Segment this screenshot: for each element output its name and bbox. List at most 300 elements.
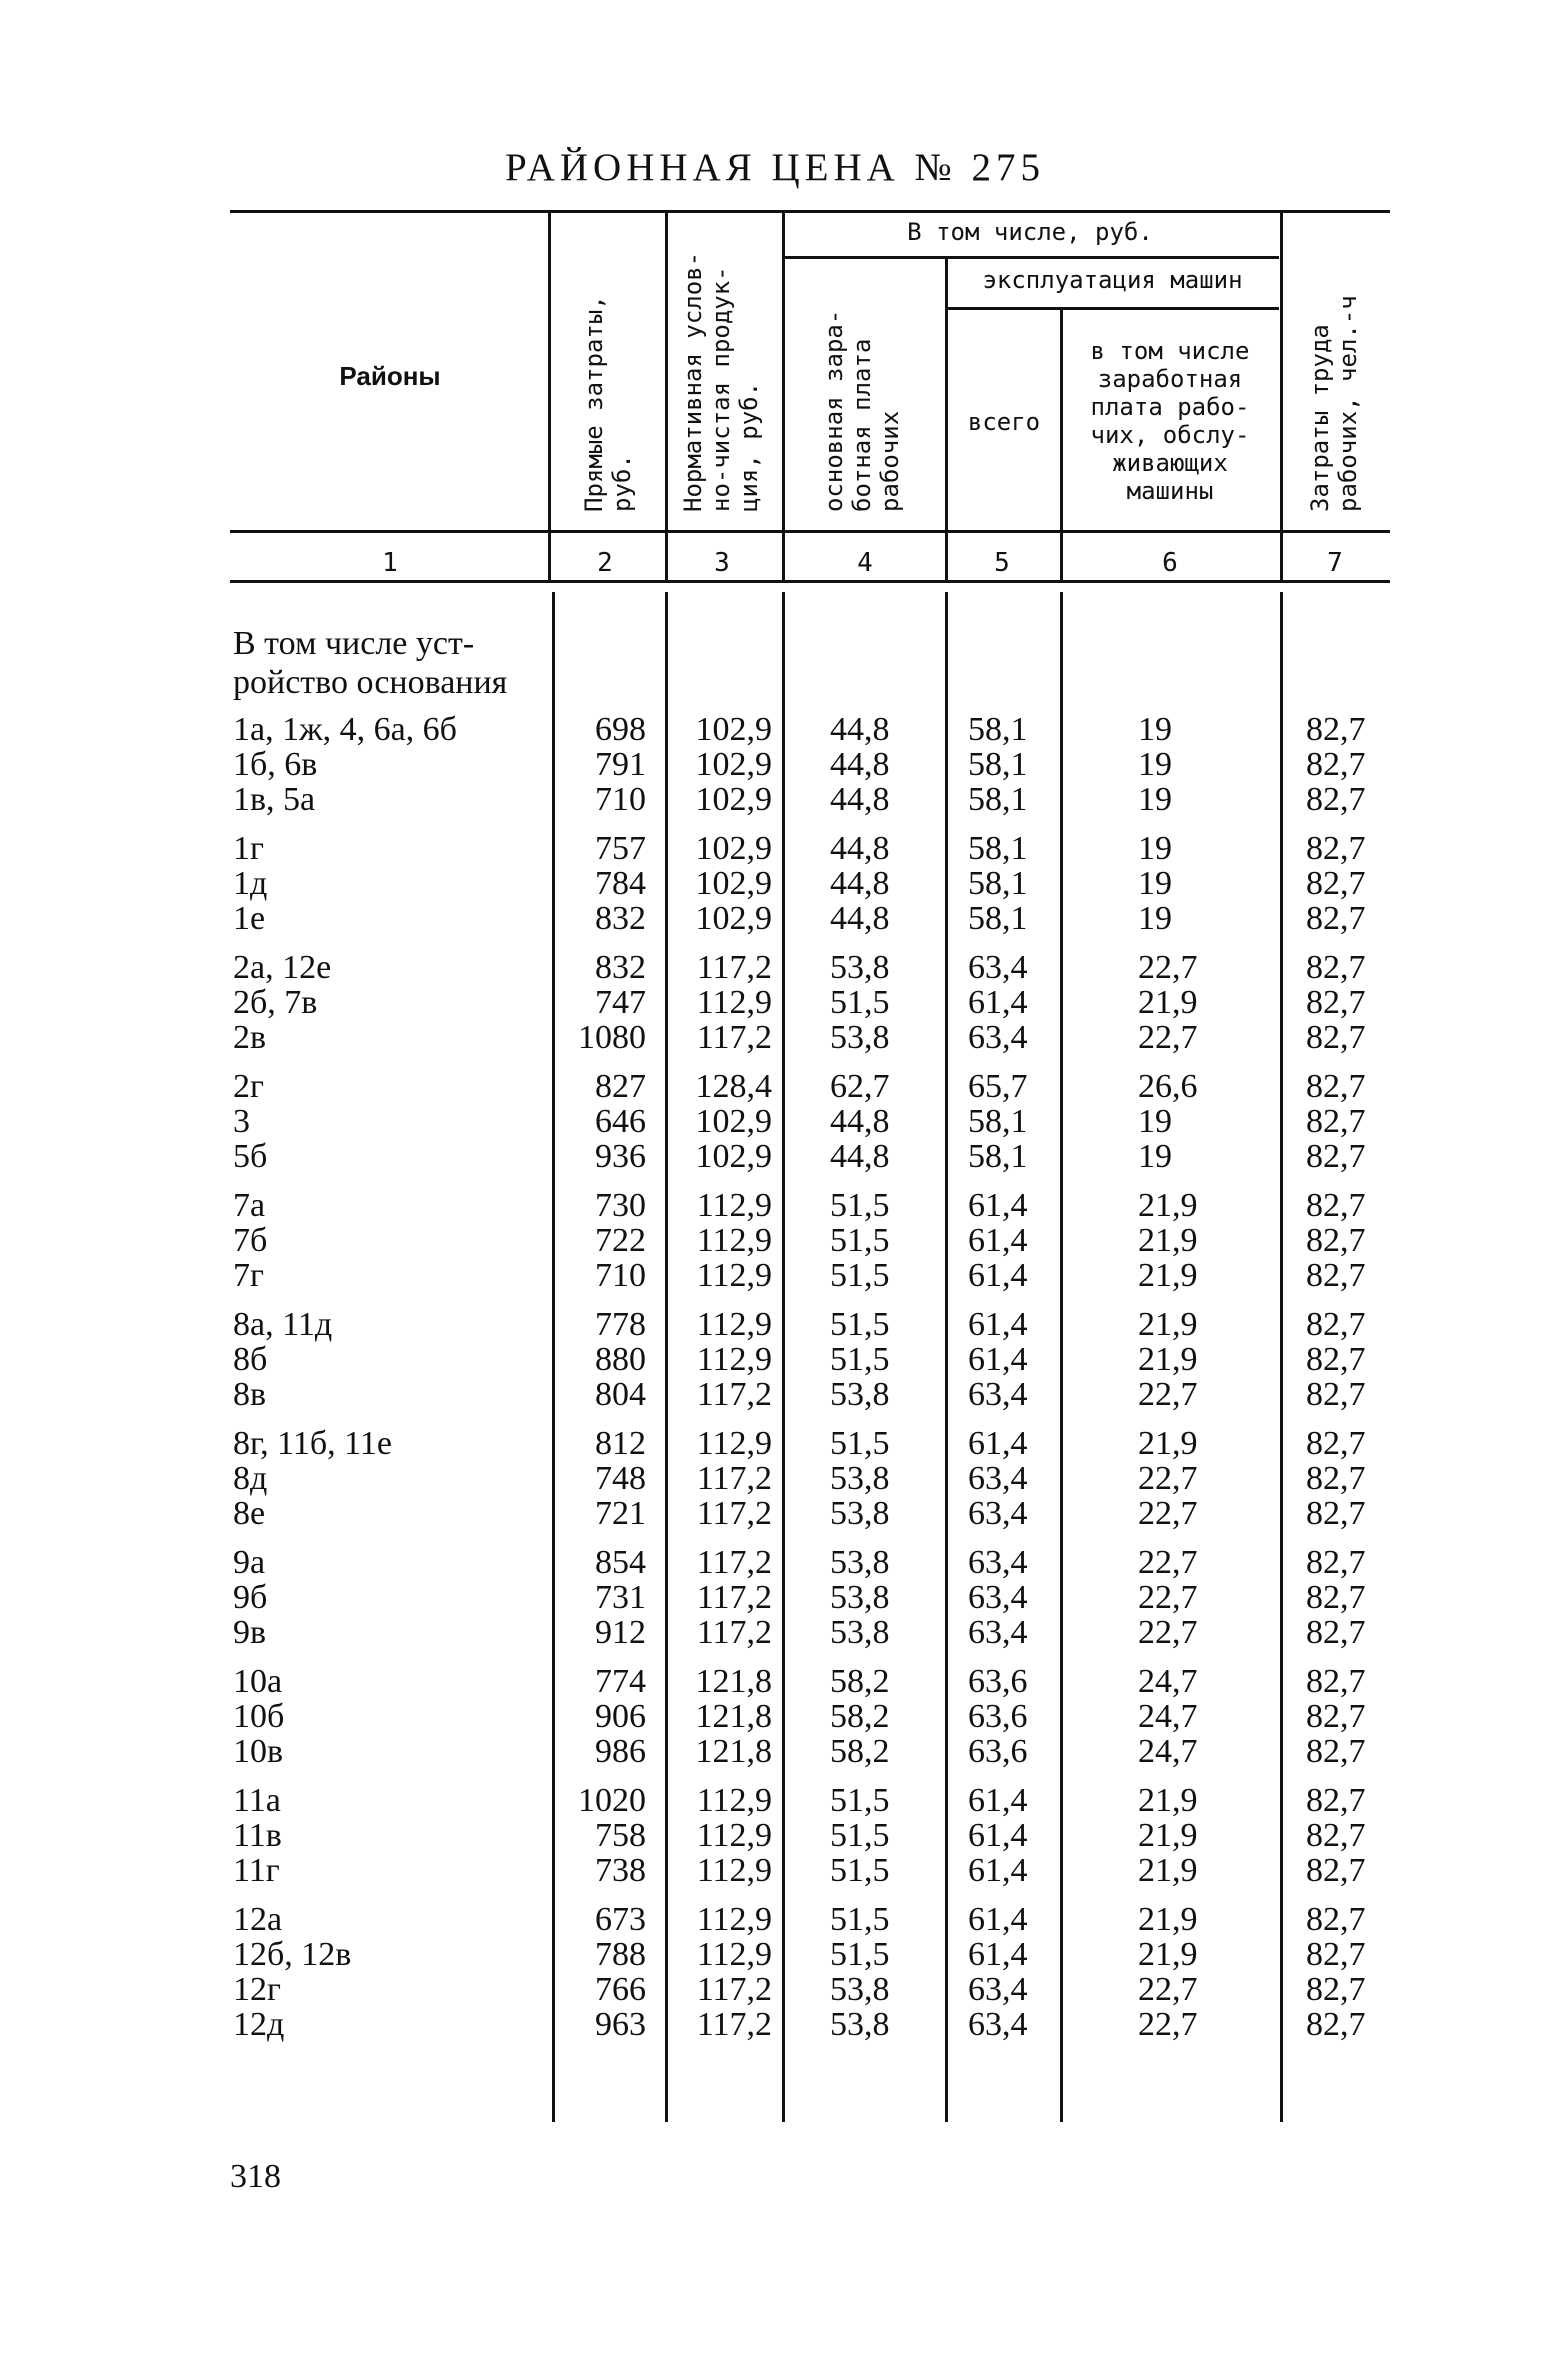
cell-machine-total: 63,4 bbox=[968, 1544, 1028, 1581]
rule-header-bottom bbox=[230, 530, 1390, 533]
header-base-wage: основная зара- ботная плата рабочих bbox=[820, 309, 904, 512]
cell-base-wage: 51,5 bbox=[830, 1901, 890, 1938]
cell-normative-product: 102,9 bbox=[695, 746, 772, 783]
cell-base-wage: 58,2 bbox=[830, 1663, 890, 1700]
cell-machine-total: 61,4 bbox=[968, 1341, 1028, 1378]
header-machine-wage: в том числе заработная плата рабо- чих, обслу- живающих машины bbox=[1090, 337, 1250, 505]
cell-direct-costs: 854 bbox=[595, 1544, 646, 1581]
cell-machine-total: 58,1 bbox=[968, 1103, 1028, 1140]
cell-labor: 82,7 bbox=[1306, 1306, 1366, 1343]
cell-normative-product: 112,9 bbox=[696, 1306, 772, 1343]
cell-machine-total: 61,4 bbox=[968, 984, 1028, 1021]
cell-districts: 10в bbox=[233, 1733, 284, 1770]
cell-base-wage: 53,8 bbox=[830, 1614, 890, 1651]
header-machine-operation: эксплуатация машин bbox=[982, 266, 1243, 294]
cell-machine-wage: 21,9 bbox=[1138, 1257, 1198, 1294]
cell-base-wage: 51,5 bbox=[830, 1306, 890, 1343]
cell-machine-wage: 19 bbox=[1138, 781, 1172, 818]
cell-machine-wage: 19 bbox=[1138, 900, 1172, 937]
cell-districts: 1д bbox=[233, 865, 268, 902]
cell-normative-product: 112,9 bbox=[696, 1222, 772, 1259]
cell-direct-costs: 730 bbox=[595, 1187, 646, 1224]
cell-machine-wage: 24,7 bbox=[1138, 1663, 1198, 1700]
header-labor-costs: Затраты труда рабочих, чел.-ч bbox=[1306, 295, 1362, 512]
cell-normative-product: 117,2 bbox=[696, 1544, 772, 1581]
table-row bbox=[0, 866, 1568, 902]
cell-labor: 82,7 bbox=[1306, 984, 1366, 1021]
table-row bbox=[0, 1580, 1568, 1616]
cell-machine-wage: 21,9 bbox=[1138, 1852, 1198, 1889]
cell-labor: 82,7 bbox=[1306, 1460, 1366, 1497]
table-row bbox=[0, 2007, 1568, 2043]
cell-machine-wage: 22,7 bbox=[1138, 1460, 1198, 1497]
cell-districts: 1б, 6в bbox=[233, 746, 318, 783]
cell-machine-total: 58,1 bbox=[968, 865, 1028, 902]
cell-machine-wage: 21,9 bbox=[1138, 1782, 1198, 1819]
cell-labor: 82,7 bbox=[1306, 1103, 1366, 1140]
cell-districts: 8а, 11д bbox=[233, 1306, 333, 1343]
cell-base-wage: 53,8 bbox=[830, 1544, 890, 1581]
cell-base-wage: 51,5 bbox=[830, 1222, 890, 1259]
cell-machine-total: 63,6 bbox=[968, 1698, 1028, 1735]
cell-machine-wage: 19 bbox=[1138, 1138, 1172, 1175]
cell-machine-total: 63,4 bbox=[968, 2006, 1028, 2043]
cell-machine-wage: 22,7 bbox=[1138, 1971, 1198, 2008]
cell-labor: 82,7 bbox=[1306, 865, 1366, 902]
cell-labor: 82,7 bbox=[1306, 949, 1366, 986]
cell-labor: 82,7 bbox=[1306, 1257, 1366, 1294]
cell-machine-total: 58,1 bbox=[968, 711, 1028, 748]
colnum-7: 7 bbox=[1327, 548, 1343, 578]
cell-machine-wage: 19 bbox=[1138, 711, 1172, 748]
cell-machine-total: 61,4 bbox=[968, 1257, 1028, 1294]
cell-machine-total: 63,4 bbox=[968, 1376, 1028, 1413]
cell-machine-wage: 19 bbox=[1138, 1103, 1172, 1140]
section-title: В том числе уст- ройство основания bbox=[233, 625, 508, 701]
cell-direct-costs: 936 bbox=[595, 1138, 646, 1175]
cell-normative-product: 121,8 bbox=[695, 1663, 772, 1700]
cell-direct-costs: 710 bbox=[595, 781, 646, 818]
cell-districts: 10б bbox=[233, 1698, 285, 1735]
cell-machine-total: 63,6 bbox=[968, 1663, 1028, 1700]
cell-normative-product: 117,2 bbox=[696, 1376, 772, 1413]
cell-labor: 82,7 bbox=[1306, 1971, 1366, 2008]
cell-machine-wage: 22,7 bbox=[1138, 1376, 1198, 1413]
table-row bbox=[0, 1664, 1568, 1700]
cell-districts: 3 bbox=[233, 1103, 250, 1140]
page-number: 318 bbox=[230, 2158, 281, 2195]
cell-base-wage: 58,2 bbox=[830, 1698, 890, 1735]
cell-districts: 1а, 1ж, 4, 6а, 6б bbox=[233, 711, 457, 748]
cell-direct-costs: 738 bbox=[595, 1852, 646, 1889]
cell-labor: 82,7 bbox=[1306, 1852, 1366, 1889]
cell-base-wage: 51,5 bbox=[830, 1817, 890, 1854]
cell-base-wage: 44,8 bbox=[830, 830, 890, 867]
cell-base-wage: 51,5 bbox=[830, 1187, 890, 1224]
cell-machine-total: 63,6 bbox=[968, 1733, 1028, 1770]
cell-machine-total: 61,4 bbox=[968, 1936, 1028, 1973]
cell-normative-product: 112,9 bbox=[696, 984, 772, 1021]
cell-districts: 8е bbox=[233, 1495, 266, 1532]
cell-base-wage: 53,8 bbox=[830, 2006, 890, 2043]
rule-col-6 bbox=[1060, 309, 1063, 580]
cell-districts: 2г bbox=[233, 1068, 264, 1105]
cell-base-wage: 53,8 bbox=[830, 1971, 890, 2008]
cell-districts: 9б bbox=[233, 1579, 268, 1616]
cell-base-wage: 44,8 bbox=[830, 746, 890, 783]
cell-base-wage: 44,8 bbox=[830, 711, 890, 748]
colnum-5: 5 bbox=[994, 548, 1010, 578]
cell-normative-product: 117,2 bbox=[696, 1019, 772, 1056]
table-row bbox=[0, 950, 1568, 986]
table-row bbox=[0, 1104, 1568, 1140]
table-row bbox=[0, 1139, 1568, 1175]
cell-districts: 5б bbox=[233, 1138, 268, 1175]
table-row bbox=[0, 1818, 1568, 1854]
cell-direct-costs: 731 bbox=[595, 1579, 646, 1616]
cell-machine-wage: 19 bbox=[1138, 830, 1172, 867]
header-total: всего bbox=[967, 408, 1041, 436]
cell-machine-total: 61,4 bbox=[968, 1425, 1028, 1462]
cell-base-wage: 53,8 bbox=[830, 1376, 890, 1413]
cell-base-wage: 53,8 bbox=[830, 1460, 890, 1497]
cell-normative-product: 102,9 bbox=[695, 1103, 772, 1140]
cell-normative-product: 128,4 bbox=[695, 1068, 772, 1105]
cell-machine-wage: 22,7 bbox=[1138, 949, 1198, 986]
cell-direct-costs: 1020 bbox=[578, 1782, 646, 1819]
cell-normative-product: 112,9 bbox=[696, 1936, 772, 1973]
cell-base-wage: 44,8 bbox=[830, 865, 890, 902]
cell-labor: 82,7 bbox=[1306, 2006, 1366, 2043]
rule-col-7 bbox=[1280, 212, 1283, 580]
cell-machine-total: 63,4 bbox=[968, 1971, 1028, 2008]
cell-machine-wage: 22,7 bbox=[1138, 1579, 1198, 1616]
cell-direct-costs: 748 bbox=[595, 1460, 646, 1497]
cell-districts: 8г, 11б, 11е bbox=[233, 1425, 392, 1462]
table-row bbox=[0, 901, 1568, 937]
cell-machine-wage: 21,9 bbox=[1138, 1306, 1198, 1343]
cell-direct-costs: 791 bbox=[595, 746, 646, 783]
cell-base-wage: 44,8 bbox=[830, 900, 890, 937]
cell-normative-product: 112,9 bbox=[696, 1425, 772, 1462]
table-row bbox=[0, 1615, 1568, 1651]
cell-machine-total: 61,4 bbox=[968, 1817, 1028, 1854]
cell-districts: 1г bbox=[233, 830, 264, 867]
cell-normative-product: 102,9 bbox=[695, 711, 772, 748]
cell-direct-costs: 698 bbox=[595, 711, 646, 748]
rule-colnum-bottom bbox=[230, 580, 1390, 583]
cell-labor: 82,7 bbox=[1306, 1425, 1366, 1462]
table-row bbox=[0, 1853, 1568, 1889]
cell-direct-costs: 827 bbox=[595, 1068, 646, 1105]
cell-machine-wage: 26,6 bbox=[1138, 1068, 1198, 1105]
cell-districts: 2в bbox=[233, 1019, 267, 1056]
cell-normative-product: 112,9 bbox=[696, 1782, 772, 1819]
cell-machine-wage: 19 bbox=[1138, 746, 1172, 783]
cell-base-wage: 62,7 bbox=[830, 1068, 890, 1105]
cell-labor: 82,7 bbox=[1306, 1019, 1366, 1056]
cell-normative-product: 112,9 bbox=[696, 1341, 772, 1378]
cell-base-wage: 51,5 bbox=[830, 1257, 890, 1294]
table-row bbox=[0, 985, 1568, 1021]
cell-labor: 82,7 bbox=[1306, 781, 1366, 818]
table-row bbox=[0, 1223, 1568, 1259]
cell-base-wage: 53,8 bbox=[830, 1495, 890, 1532]
cell-direct-costs: 774 bbox=[595, 1663, 646, 1700]
cell-direct-costs: 673 bbox=[595, 1901, 646, 1938]
cell-districts: 9а bbox=[233, 1544, 266, 1581]
cell-districts: 8в bbox=[233, 1376, 267, 1413]
rule-subgroup bbox=[945, 307, 1279, 310]
cell-districts: 2а, 12е bbox=[233, 949, 332, 986]
cell-normative-product: 117,2 bbox=[696, 2006, 772, 2043]
colnum-3: 3 bbox=[714, 548, 730, 578]
cell-districts: 12г bbox=[233, 1971, 281, 2008]
cell-labor: 82,7 bbox=[1306, 1782, 1366, 1819]
header-districts: Районы bbox=[339, 361, 441, 391]
cell-machine-total: 58,1 bbox=[968, 781, 1028, 818]
cell-districts: 8д bbox=[233, 1460, 268, 1497]
cell-direct-costs: 1080 bbox=[578, 1019, 646, 1056]
cell-normative-product: 102,9 bbox=[695, 781, 772, 818]
cell-machine-total: 63,4 bbox=[968, 949, 1028, 986]
cell-direct-costs: 722 bbox=[595, 1222, 646, 1259]
cell-normative-product: 117,2 bbox=[696, 1460, 772, 1497]
table-row bbox=[0, 1496, 1568, 1532]
cell-normative-product: 117,2 bbox=[696, 1971, 772, 2008]
cell-machine-wage: 22,7 bbox=[1138, 2006, 1198, 2043]
cell-machine-total: 63,4 bbox=[968, 1460, 1028, 1497]
cell-districts: 1в, 5а bbox=[233, 781, 316, 818]
cell-machine-total: 61,4 bbox=[968, 1782, 1028, 1819]
table-row bbox=[0, 1972, 1568, 2008]
table-row bbox=[0, 1461, 1568, 1497]
cell-labor: 82,7 bbox=[1306, 1544, 1366, 1581]
cell-labor: 82,7 bbox=[1306, 830, 1366, 867]
cell-base-wage: 58,2 bbox=[830, 1733, 890, 1770]
cell-machine-wage: 22,7 bbox=[1138, 1544, 1198, 1581]
cell-normative-product: 102,9 bbox=[695, 865, 772, 902]
cell-direct-costs: 832 bbox=[595, 900, 646, 937]
rule-group bbox=[783, 256, 1279, 259]
cell-normative-product: 117,2 bbox=[696, 1579, 772, 1616]
header-normative-product: Нормативная услов- но-чистая продук- ция, руб. bbox=[679, 251, 763, 512]
cell-machine-wage: 21,9 bbox=[1138, 1901, 1198, 1938]
cell-normative-product: 102,9 bbox=[695, 1138, 772, 1175]
cell-labor: 82,7 bbox=[1306, 1376, 1366, 1413]
cell-districts: 11в bbox=[233, 1817, 282, 1854]
cell-machine-wage: 22,7 bbox=[1138, 1614, 1198, 1651]
cell-labor: 82,7 bbox=[1306, 746, 1366, 783]
table-row bbox=[0, 1426, 1568, 1462]
cell-machine-total: 61,4 bbox=[968, 1222, 1028, 1259]
cell-machine-total: 58,1 bbox=[968, 746, 1028, 783]
cell-machine-total: 65,7 bbox=[968, 1068, 1028, 1105]
cell-machine-wage: 21,9 bbox=[1138, 1425, 1198, 1462]
cell-labor: 82,7 bbox=[1306, 1222, 1366, 1259]
cell-base-wage: 51,5 bbox=[830, 1425, 890, 1462]
rule-col-2 bbox=[548, 212, 551, 580]
cell-labor: 82,7 bbox=[1306, 1936, 1366, 1973]
table-row bbox=[0, 782, 1568, 818]
cell-normative-product: 112,9 bbox=[696, 1901, 772, 1938]
cell-machine-total: 61,4 bbox=[968, 1852, 1028, 1889]
cell-base-wage: 53,8 bbox=[830, 949, 890, 986]
table-row bbox=[0, 747, 1568, 783]
cell-labor: 82,7 bbox=[1306, 1901, 1366, 1938]
cell-machine-total: 61,4 bbox=[968, 1306, 1028, 1343]
cell-direct-costs: 766 bbox=[595, 1971, 646, 2008]
cell-base-wage: 51,5 bbox=[830, 1341, 890, 1378]
cell-direct-costs: 721 bbox=[595, 1495, 646, 1532]
table-row bbox=[0, 1734, 1568, 1770]
cell-direct-costs: 880 bbox=[595, 1341, 646, 1378]
cell-normative-product: 112,9 bbox=[696, 1817, 772, 1854]
table-row bbox=[0, 1937, 1568, 1973]
cell-labor: 82,7 bbox=[1306, 900, 1366, 937]
cell-labor: 82,7 bbox=[1306, 1068, 1366, 1105]
cell-base-wage: 44,8 bbox=[830, 781, 890, 818]
cell-direct-costs: 778 bbox=[595, 1306, 646, 1343]
cell-machine-wage: 21,9 bbox=[1138, 1187, 1198, 1224]
cell-normative-product: 117,2 bbox=[696, 1495, 772, 1532]
cell-districts: 9в bbox=[233, 1614, 267, 1651]
cell-machine-wage: 22,7 bbox=[1138, 1495, 1198, 1532]
cell-machine-total: 63,4 bbox=[968, 1495, 1028, 1532]
cell-machine-total: 58,1 bbox=[968, 830, 1028, 867]
cell-machine-wage: 21,9 bbox=[1138, 1936, 1198, 1973]
cell-districts: 11а bbox=[233, 1782, 281, 1819]
table-row bbox=[0, 1069, 1568, 1105]
cell-machine-total: 61,4 bbox=[968, 1187, 1028, 1224]
table-row bbox=[0, 1783, 1568, 1819]
cell-direct-costs: 986 bbox=[595, 1733, 646, 1770]
colnum-4: 4 bbox=[857, 548, 873, 578]
cell-base-wage: 53,8 bbox=[830, 1579, 890, 1616]
table-row bbox=[0, 1258, 1568, 1294]
cell-direct-costs: 912 bbox=[595, 1614, 646, 1651]
colnum-6: 6 bbox=[1162, 548, 1178, 578]
cell-normative-product: 112,9 bbox=[696, 1257, 772, 1294]
rule-col-5 bbox=[945, 258, 948, 580]
cell-labor: 82,7 bbox=[1306, 1817, 1366, 1854]
cell-normative-product: 121,8 bbox=[695, 1698, 772, 1735]
cell-districts: 12д bbox=[233, 2006, 285, 2043]
cell-normative-product: 102,9 bbox=[695, 830, 772, 867]
cell-machine-wage: 21,9 bbox=[1138, 1341, 1198, 1378]
table-row bbox=[0, 1377, 1568, 1413]
cell-districts: 7б bbox=[233, 1222, 268, 1259]
cell-labor: 82,7 bbox=[1306, 1733, 1366, 1770]
cell-districts: 7г bbox=[233, 1257, 264, 1294]
cell-direct-costs: 784 bbox=[595, 865, 646, 902]
cell-machine-wage: 22,7 bbox=[1138, 1019, 1198, 1056]
cell-direct-costs: 832 bbox=[595, 949, 646, 986]
cell-labor: 82,7 bbox=[1306, 711, 1366, 748]
cell-normative-product: 112,9 bbox=[696, 1852, 772, 1889]
cell-normative-product: 121,8 bbox=[695, 1733, 772, 1770]
cell-direct-costs: 906 bbox=[595, 1698, 646, 1735]
cell-base-wage: 51,5 bbox=[830, 1852, 890, 1889]
cell-labor: 82,7 bbox=[1306, 1698, 1366, 1735]
cell-labor: 82,7 bbox=[1306, 1495, 1366, 1532]
cell-districts: 1е bbox=[233, 900, 266, 937]
cell-machine-total: 63,4 bbox=[968, 1614, 1028, 1651]
cell-direct-costs: 646 bbox=[595, 1103, 646, 1140]
cell-labor: 82,7 bbox=[1306, 1663, 1366, 1700]
cell-machine-wage: 21,9 bbox=[1138, 1222, 1198, 1259]
colnum-2: 2 bbox=[597, 548, 613, 578]
cell-machine-total: 61,4 bbox=[968, 1901, 1028, 1938]
cell-machine-wage: 24,7 bbox=[1138, 1733, 1198, 1770]
cell-machine-total: 63,4 bbox=[968, 1579, 1028, 1616]
cell-districts: 10а bbox=[233, 1663, 283, 1700]
header-group-including: В том числе, руб. bbox=[907, 218, 1153, 246]
cell-machine-wage: 21,9 bbox=[1138, 984, 1198, 1021]
cell-machine-wage: 24,7 bbox=[1138, 1698, 1198, 1735]
cell-labor: 82,7 bbox=[1306, 1579, 1366, 1616]
page-title: РАЙОННАЯ ЦЕНА № 275 bbox=[505, 146, 1045, 189]
rule-top bbox=[230, 210, 1390, 213]
cell-direct-costs: 812 bbox=[595, 1425, 646, 1462]
cell-direct-costs: 758 bbox=[595, 1817, 646, 1854]
cell-direct-costs: 804 bbox=[595, 1376, 646, 1413]
cell-base-wage: 51,5 bbox=[830, 1782, 890, 1819]
cell-machine-wage: 21,9 bbox=[1138, 1817, 1198, 1854]
cell-normative-product: 117,2 bbox=[696, 1614, 772, 1651]
cell-districts: 12б, 12в bbox=[233, 1936, 352, 1973]
cell-districts: 8б bbox=[233, 1341, 268, 1378]
cell-base-wage: 53,8 bbox=[830, 1019, 890, 1056]
header-direct-costs: Прямые затраты, руб. bbox=[580, 295, 636, 512]
cell-labor: 82,7 bbox=[1306, 1187, 1366, 1224]
cell-base-wage: 44,8 bbox=[830, 1138, 890, 1175]
cell-labor: 82,7 bbox=[1306, 1341, 1366, 1378]
table-row bbox=[0, 1902, 1568, 1938]
cell-direct-costs: 788 bbox=[595, 1936, 646, 1973]
rule-col-3 bbox=[665, 212, 668, 580]
table-row bbox=[0, 831, 1568, 867]
cell-normative-product: 117,2 bbox=[696, 949, 772, 986]
cell-labor: 82,7 bbox=[1306, 1614, 1366, 1651]
table-row bbox=[0, 712, 1568, 748]
cell-direct-costs: 710 bbox=[595, 1257, 646, 1294]
cell-labor: 82,7 bbox=[1306, 1138, 1366, 1175]
cell-machine-total: 58,1 bbox=[968, 900, 1028, 937]
table-row bbox=[0, 1188, 1568, 1224]
cell-normative-product: 112,9 bbox=[696, 1187, 772, 1224]
cell-machine-total: 63,4 bbox=[968, 1019, 1028, 1056]
cell-base-wage: 44,8 bbox=[830, 1103, 890, 1140]
rule-col-4 bbox=[782, 212, 785, 580]
cell-direct-costs: 757 bbox=[595, 830, 646, 867]
table-row bbox=[0, 1545, 1568, 1581]
cell-machine-wage: 19 bbox=[1138, 865, 1172, 902]
cell-districts: 2б, 7в bbox=[233, 984, 318, 1021]
cell-districts: 11г bbox=[233, 1852, 280, 1889]
table-row bbox=[0, 1307, 1568, 1343]
table-row bbox=[0, 1699, 1568, 1735]
cell-direct-costs: 963 bbox=[595, 2006, 646, 2043]
cell-districts: 12а bbox=[233, 1901, 283, 1938]
cell-machine-total: 58,1 bbox=[968, 1138, 1028, 1175]
colnum-1: 1 bbox=[382, 548, 398, 578]
cell-direct-costs: 747 bbox=[595, 984, 646, 1021]
table-row bbox=[0, 1342, 1568, 1378]
cell-base-wage: 51,5 bbox=[830, 1936, 890, 1973]
table-row bbox=[0, 1020, 1568, 1056]
cell-districts: 7а bbox=[233, 1187, 266, 1224]
